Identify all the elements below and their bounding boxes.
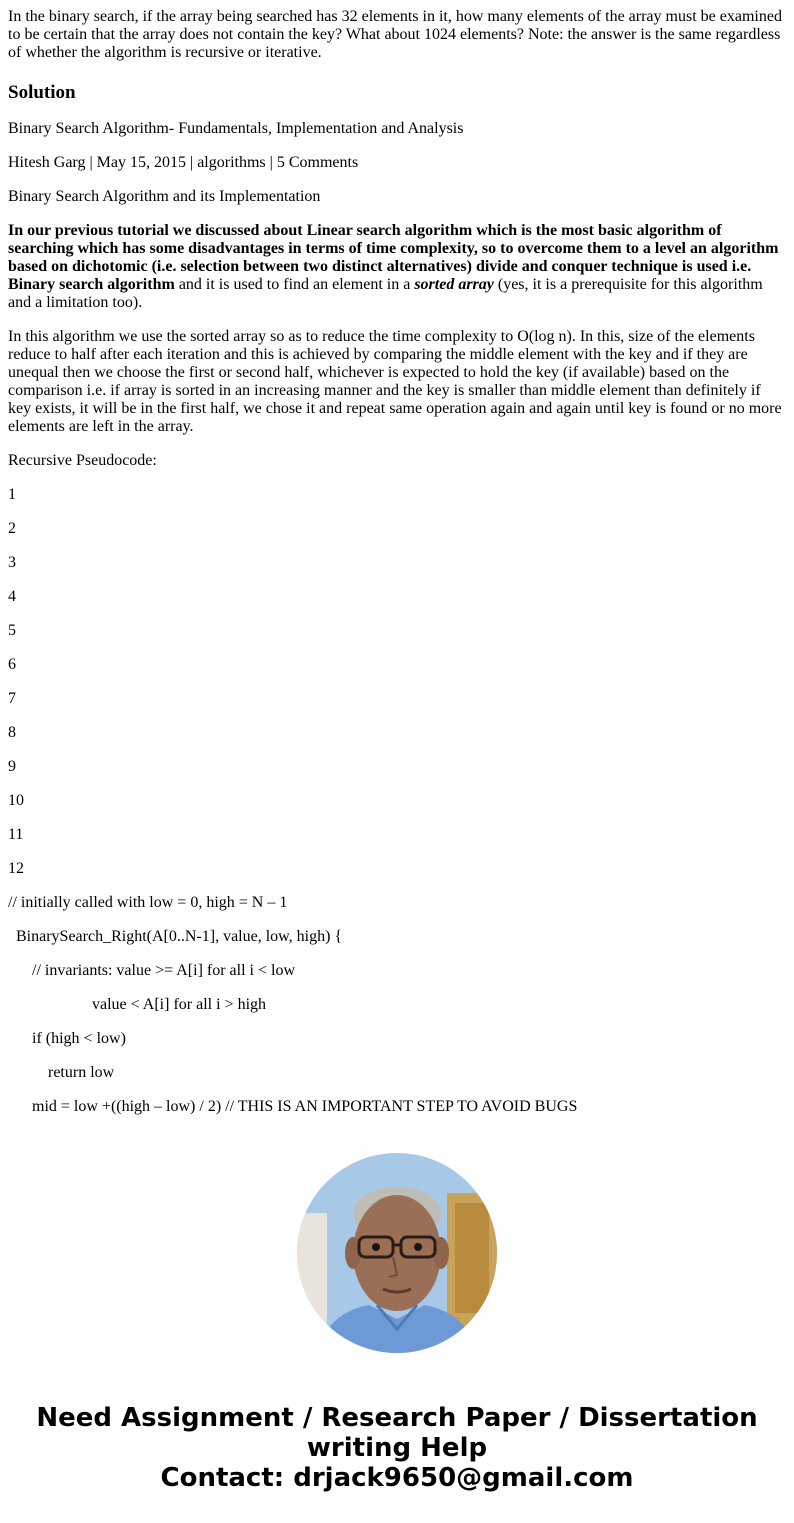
line-number: 11	[8, 826, 24, 843]
avatar-portrait	[297, 1153, 497, 1353]
author-avatar	[297, 1153, 497, 1353]
intro-bold-text: In our previous tutorial we discussed about Linear search algorithm which is the most basic algorithm of searching which has some disadvantages in terms of time complexity, so to overcome them to a level an algorithm based on dichotomic (i.e. selection between two distinct alternatives) divide and conquer technique is used i.e. Binary search algorithm	[8, 222, 779, 293]
intro-end-text: (yes, it is a prerequisite for this algorithm and a limitation too).	[8, 276, 763, 311]
promo-banner	[0, 1403, 794, 1493]
line-number-list	[8, 486, 784, 878]
line-number: 1	[8, 486, 16, 503]
line-number: 8	[8, 724, 16, 741]
question-text: In the binary search, if the array being searched has 32 elements in it, how many elements of the array must be examined to be certain that the array does not contain the key? What about 1024 elements? Note: the answer is the same regardless of whether the algorithm is recursive or iterative.	[8, 8, 782, 61]
line-number: 9	[8, 758, 16, 775]
line-number: 12	[8, 860, 24, 877]
code-line: BinarySearch_Right(A[0..N-1], value, low, high) {	[8, 928, 343, 945]
solution-heading: Solution	[8, 82, 76, 103]
document-body	[8, 8, 784, 1132]
line-number: 7	[8, 690, 16, 707]
article-title: Binary Search Algorithm- Fundamentals, Implementation and Analysis	[8, 120, 464, 137]
line-number: 3	[8, 554, 16, 571]
pseudocode-label: Recursive Pseudocode:	[8, 452, 157, 469]
code-line: // invariants: value >= A[i] for all i < low	[8, 962, 296, 979]
pseudocode-block	[8, 894, 784, 1116]
article-meta: Hitesh Garg | May 15, 2015 | algorithms | 5 Comments	[8, 154, 359, 171]
line-number: 10	[8, 792, 24, 809]
complexity-paragraph: In this algorithm we use the sorted array so as to reduce the time complexity to O(log n). In this, size of the elements reduce to half after each iteration and this is achieved by comparing the middle element with the key and if they are unequal then we choose the first or second half, whichever is expected to hold the key (if available) based on the comparison i.e. if array is sorted in an increasing manner and the key is smaller than middle element than definitely if key exists, it will be in the first half, we chose it and repeat same operation again and again until key is found or no more elements are left in the array.	[8, 328, 782, 435]
promo-line-2: writing Help	[306, 1433, 488, 1463]
code-line: // initially called with low = 0, high = N – 1	[8, 894, 288, 911]
intro-emphasis-text: sorted array	[414, 276, 494, 293]
intro-mid-text: and it is used to find an element in a	[174, 276, 415, 293]
intro-paragraph	[8, 222, 784, 312]
code-line: return low	[8, 1064, 115, 1081]
line-number: 5	[8, 622, 16, 639]
article-subtitle: Binary Search Algorithm and its Implementation	[8, 188, 321, 205]
line-number: 2	[8, 520, 16, 537]
code-line: value < A[i] for all i > high	[8, 996, 267, 1013]
promo-line-1: Need Assignment / Research Paper / Dissertation	[36, 1403, 758, 1433]
promo-contact-line: Contact: drjack9650@gmail.com	[160, 1463, 634, 1493]
line-number: 4	[8, 588, 16, 605]
code-line: if (high < low)	[8, 1030, 126, 1047]
line-number: 6	[8, 656, 16, 673]
code-line: mid = low +((high – low) / 2) // THIS IS AN IMPORTANT STEP TO AVOID BUGS	[8, 1098, 578, 1115]
